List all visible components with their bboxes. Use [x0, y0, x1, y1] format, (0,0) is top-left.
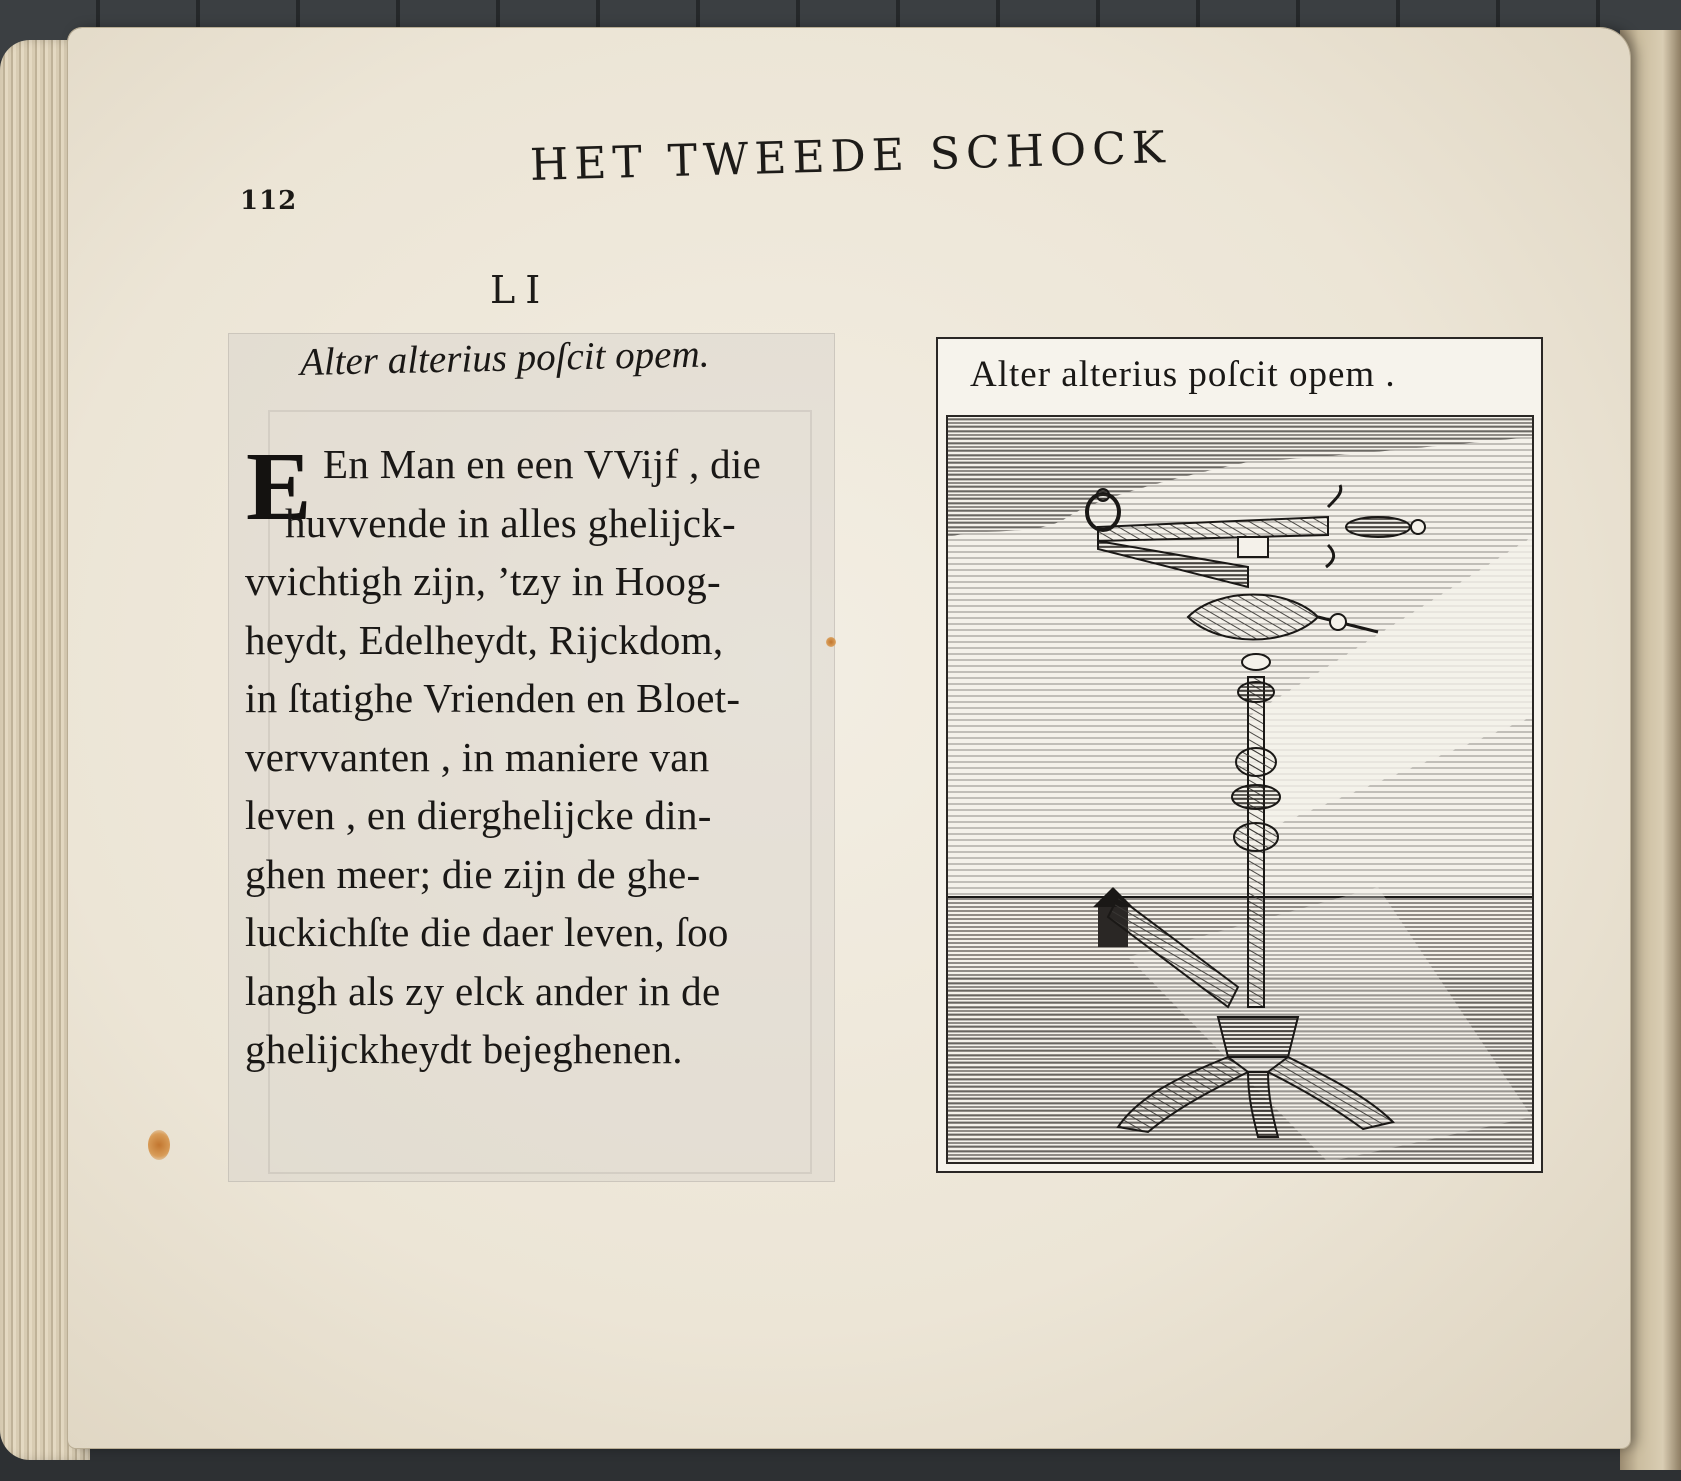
balance-stand-illustration [948, 417, 1532, 1162]
drop-cap: E [246, 433, 312, 541]
page-number: 112 [240, 186, 298, 216]
body-line: ghen meer; die zijn de ghe- [245, 850, 701, 897]
running-head: HET TWEEDE SCHOCK [529, 122, 1172, 191]
body-line: vvichtigh zijn, ’tzy in Hoog- [245, 558, 721, 604]
foxing-stain [826, 637, 836, 647]
body-line: ghelijckheydt bejeghenen. [245, 1026, 683, 1072]
body-line: in ſtatighe Vrienden en Bloet- [245, 675, 741, 721]
section-number: LI [490, 268, 551, 312]
body-line: langh als zy elck ander in de [245, 967, 721, 1014]
emblem-engraving [946, 415, 1534, 1164]
emblem-motto: Alter alterius poſcit opem . [970, 354, 1396, 395]
body-line: heydt, Edelheydt, Rijckdom, [245, 616, 724, 663]
body-text [245, 435, 835, 1079]
body-line: leven , en dierghelijcke din- [245, 792, 712, 838]
text-motto: Alter alterius poſcit opem. [299, 332, 710, 384]
body-line: huvvende in alles ghelijck- [285, 499, 736, 546]
body-line: En Man en een VVijf , die [323, 441, 762, 487]
body-line: luckichſte die daer leven, ſoo [245, 909, 729, 955]
body-line: vervvanten , in maniere van [245, 733, 710, 780]
foxing-stain [148, 1130, 170, 1160]
